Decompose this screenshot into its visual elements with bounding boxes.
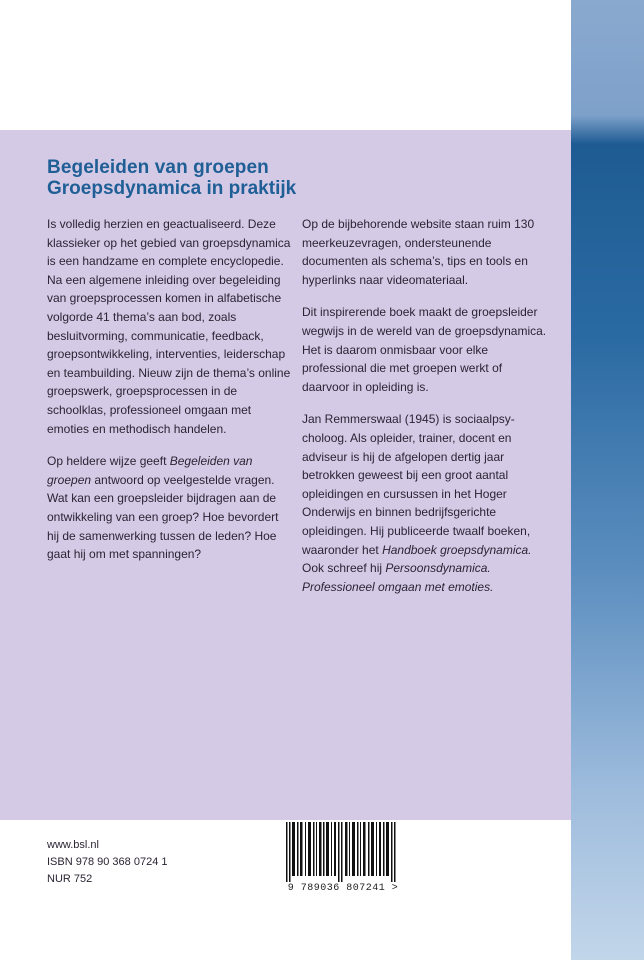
top-white-band (0, 0, 571, 130)
publisher-website: www.bsl.nl (47, 839, 99, 851)
right-text-column (302, 215, 552, 610)
barcode-number: 9 789036 807241 > (287, 883, 399, 894)
audience-paragraph: Dit inspirerende boek maakt de groepsleider wegwijs in de wereld van de groepsdynamica. Het is daarom onmisbaar voor elke professional die met groepen werkt of daarvoor in opleiding is. (302, 305, 547, 394)
book-title: Begeleiden van groepen (47, 157, 269, 178)
author-bio-paragraph: Jan Remmerswaal (1945) is sociaalpsycholoog. Als opleider, trainer, docent en adviseur is hij de afgelopen dertig jaar betrokken geweest bij een groot aantal opleidingen en cursussen in het Hoger Onderwijs en binnen bedrijfsgerichte opleidingen. Hij publiceerde twaalf boeken, waaronder het Handboek groepsdynamica. Ook schreef hij Persoonsdynamica. Professioneel omgaan met emoties. (302, 412, 532, 594)
barcode-bars (286, 822, 400, 882)
nur-code: NUR 752 (47, 872, 93, 885)
blurb-paragraph-1: Is volledig herzien en geactualiseerd. Deze klassieker op het gebied van groepsdynamica is een handzame en complete encyclopedie. Na een algemene inleiding over begeleiding van groepsprocessen komen in alfabetische volgorde 41 thema’s aan bod, zoals besluitvorming, communicatie, feedback, groepsontwikkeling, interventies, leiderschap en teambuilding. Nieuw zijn de thema’s online groepswerk, groepsprocessen in de schoolklas, professioneel omgaan met emoties en methodisch handelen. (47, 217, 291, 436)
book-subtitle: Groepsdynamica in praktijk (47, 178, 297, 199)
isbn-barcode (278, 822, 408, 900)
left-text-column (47, 215, 292, 578)
blurb-paragraph-2: Op heldere wijze geeft Begeleiden van groepen antwoord op veelgestelde vragen. Wat kan een groepsleider bijdragen aan de ontwikkeling van een groep? Hoe bevordert hij de samenwerking tussen de leden? Hoe gaat hij om met spanningen? (47, 454, 279, 562)
isbn-text: ISBN 978 90 368 0724 1 (47, 855, 168, 868)
imprint-block (47, 837, 167, 887)
spine-color-strip (571, 0, 644, 960)
website-paragraph: Op de bijbehorende website staan ruim 130 meerkeuzevragen, ondersteunende documenten als schema’s, tips en tools en hyperlinks naar videomateriaal. (302, 217, 535, 287)
